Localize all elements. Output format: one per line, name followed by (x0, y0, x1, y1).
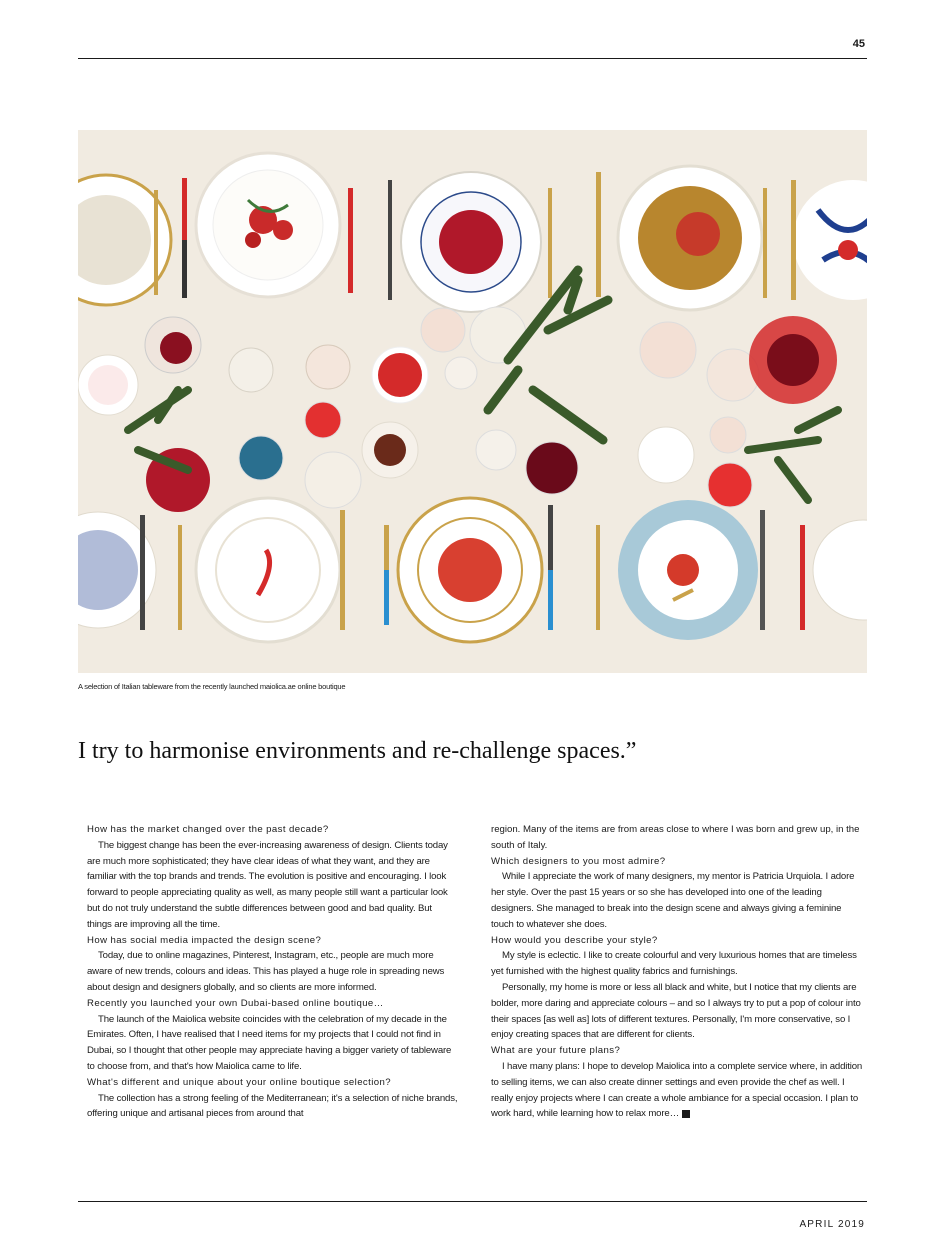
answer: While I appreciate the work of many designers, my mentor is Patricia Urquiola. I adore her style. Over the past 15 years or so she has developed into one of the leading designers. She managed to break into the design scene and always giving a feminine touch to whatever she does. (491, 871, 855, 930)
tableware-photo (78, 130, 867, 673)
article-column-left (87, 822, 459, 1122)
question: How has the market changed over the past decade? (87, 824, 329, 835)
question: How has social media impacted the design scene? (87, 934, 322, 946)
answer: Today, due to online magazines, Pinterest, Instagram, etc., people are much more aware of new trends, colours and ideas. This has played a huge role in spreading news about design and designers globally, and so clients are more informed. (87, 950, 445, 993)
answer-continued: region. Many of the items are from areas close to where I was born and grew up, in the south of Italy. (491, 824, 860, 851)
tableware-illustration (78, 130, 867, 673)
question: Which designers to you most admire? (491, 855, 666, 867)
answer-final (491, 1059, 863, 1122)
answer-final-text: I have many plans: I hope to develop Maiolica into a complete service where, in addition to selling items, we can also create dinner settings and even provide the chef as well. I really enjoy projects where I can create a whole ambiance for a special occasion. I plan to work hard, while learning how to relax more… (491, 1060, 863, 1120)
question: How would you describe your style? (491, 934, 658, 946)
page-number: 45 (852, 38, 865, 50)
header-rule (78, 58, 867, 59)
question: Recently you launched your own Dubai-based online boutique… (87, 997, 384, 1009)
footer-rule (78, 1201, 867, 1202)
question: What's different and unique about your online boutique selection? (87, 1076, 391, 1088)
pull-quote: I try to harmonise environments and re-challenge spaces.” (78, 738, 637, 764)
answer: My style is eclectic. I like to create colourful and very luxurious homes that are timeless yet furnished with the highest quality fabrics and furnishings. (491, 950, 857, 978)
question: What are your future plans? (491, 1045, 621, 1057)
footer-date: APRIL 2019 (799, 1219, 865, 1230)
article-column-right (491, 822, 863, 1122)
answer: The biggest change has been the ever-increasing awareness of design. Clients today are much more sophisticated; they have clear ideas of what they want, and they are familiar with the top brands and trends. The evolution is positive and encouraging. I look forward to people appreciating quality as well, as many people still want a particular look but do not truly understand the subtle differences between good and bad quality. But things are improving all the time. (87, 839, 448, 930)
answer: Personally, my home is more or less all black and white, but I notice that my clients are bolder, more daring and appreciate colours – and so I always try to put a pop of colour into their spaces [as well as] lots of different textures. Personally, I'm more conservative, so I enjoy creating spaces that are different for clients. (491, 981, 861, 1041)
end-mark-icon: c (682, 1110, 690, 1118)
answer: The collection has a strong feeling of the Mediterranean; it's a selection of niche brands, offering unique and artisanal pieces from around that (87, 1092, 458, 1120)
photo-caption: A selection of Italian tableware from the recently launched maiolica.ae online boutique (78, 682, 346, 691)
answer: The launch of the Maiolica website coincides with the celebration of my decade in the Emirates. Often, I have realised that I need items for my projects that I could not find in Dubai, so I thought that other people may appreciate having a bigger variety of tableware to choose from, and that's how Maiolica came to life. (87, 1013, 452, 1072)
